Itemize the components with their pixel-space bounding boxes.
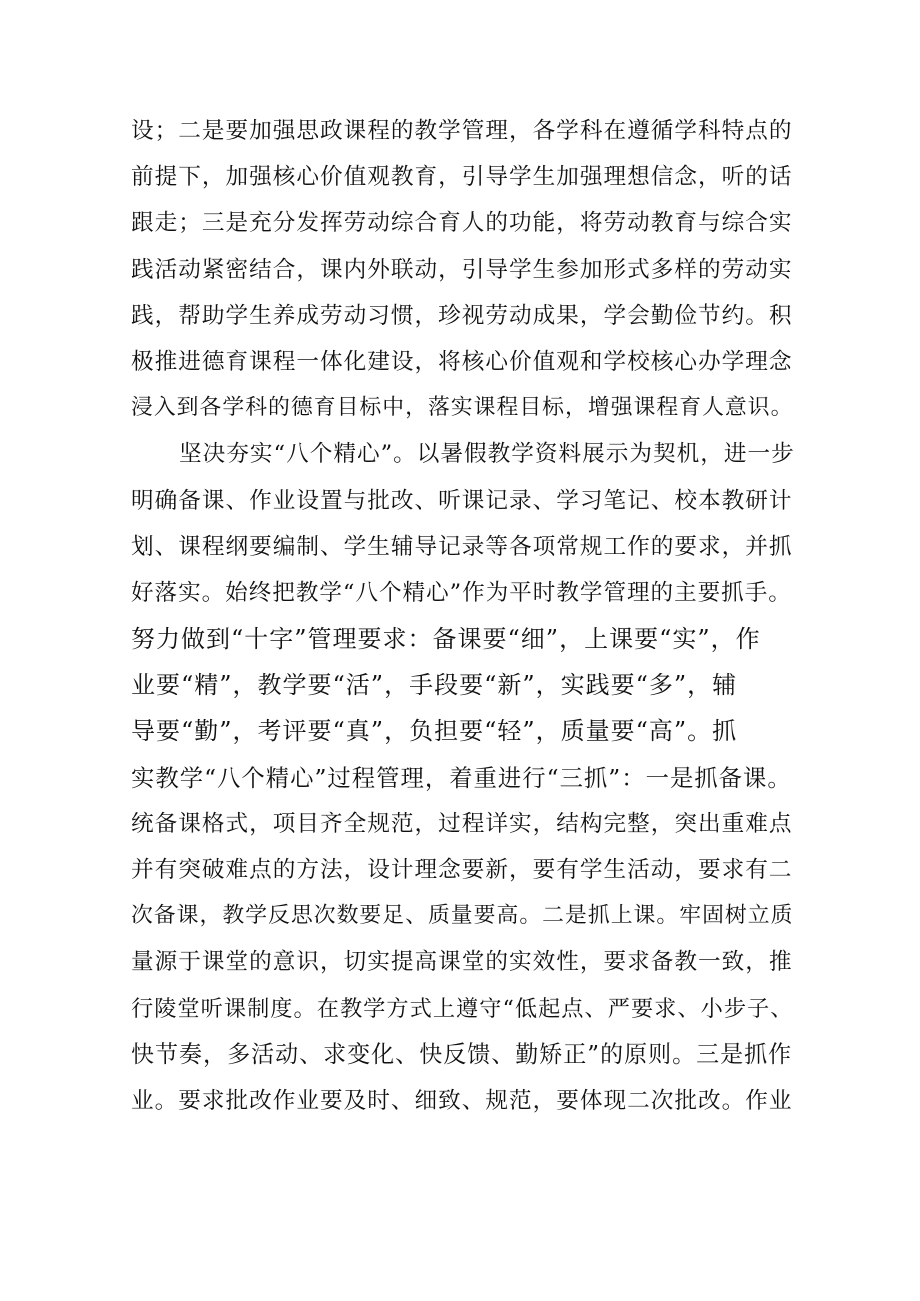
document-body — [131, 108, 795, 1124]
text-line: 行陵堂听课制度。在教学方式上遵守“低起点、严要求、小步子、 — [131, 995, 794, 1022]
text-line: 浸入到各学科的德育目标中，落实课程目标，增强课程育人意识。 — [131, 395, 794, 421]
text-line: 快节奏，多活动、求变化、快反馈、勤矫正”的原则。三是抓作 — [131, 1041, 793, 1068]
text-line: 划、课程纲要编制、学生辅导记录等各项常规工作的要求，并抓 — [131, 533, 793, 560]
text-line: 量源于课堂的意识，切实提高课堂的实效性，要求备教一致，推 — [131, 949, 793, 976]
text-line: 次备课，教学反思次数要足、质量要高。二是抓上课。牢固树立质 — [131, 903, 794, 929]
text-line: 业要“精”，教学要“活”，手段要“新”，实践要“多”，辅 — [131, 671, 738, 700]
text-line: 跟走；三是充分发挥劳动综合育人的功能，将劳动教育与综合实 — [131, 210, 793, 237]
text-line: 极推进德育课程一体化建设，将核心价值观和学校核心办学理念 — [131, 348, 793, 375]
text-line: 实教学“八个精心”过程管理，着重进行“三抓”：一是抓备课。 — [131, 763, 792, 792]
text-line: 设；二是要加强思政课程的教学管理，各学科在遵循学科特点的 — [131, 118, 793, 144]
text-line: 业。要求批改作业要及时、细致、规范，要体现二次批改。作业 — [131, 1087, 793, 1114]
text-line: 明确备课、作业设置与批改、听课记录、学习笔记、校本教研计 — [131, 487, 793, 514]
text-line: 践，帮助学生养成劳动习惯，珍视劳动成果，学会勤俭节约。积 — [131, 302, 793, 329]
text-line: 并有突破难点的方法，设计理念要新，要有学生活动，要求有二 — [131, 857, 793, 883]
text-line: 统备课格式，项目齐全规范，过程详实，结构完整，突出重难点 — [131, 810, 793, 837]
text-line: 好落实。始终把教学“八个精心”作为平时教学管理的主要抓手。 — [131, 579, 792, 606]
paragraph-start-line: 坚决夯实“八个精心”。以暑假教学资料展示为契机，进一步 — [179, 441, 795, 468]
text-line: 前提下，加强核心价值观教育，引导学生加强理想信念，听的话 — [131, 164, 793, 191]
text-line: 努力做到“十字”管理要求：备课要“细”，上课要“实”，作 — [131, 625, 761, 654]
text-line: 导要“勤”，考评要“真”，负担要“轻”，质量要“高”。抓 — [131, 717, 738, 746]
text-line: 践活动紧密结合，课内外联动，引导学生参加形式多样的劳动实 — [131, 256, 793, 283]
